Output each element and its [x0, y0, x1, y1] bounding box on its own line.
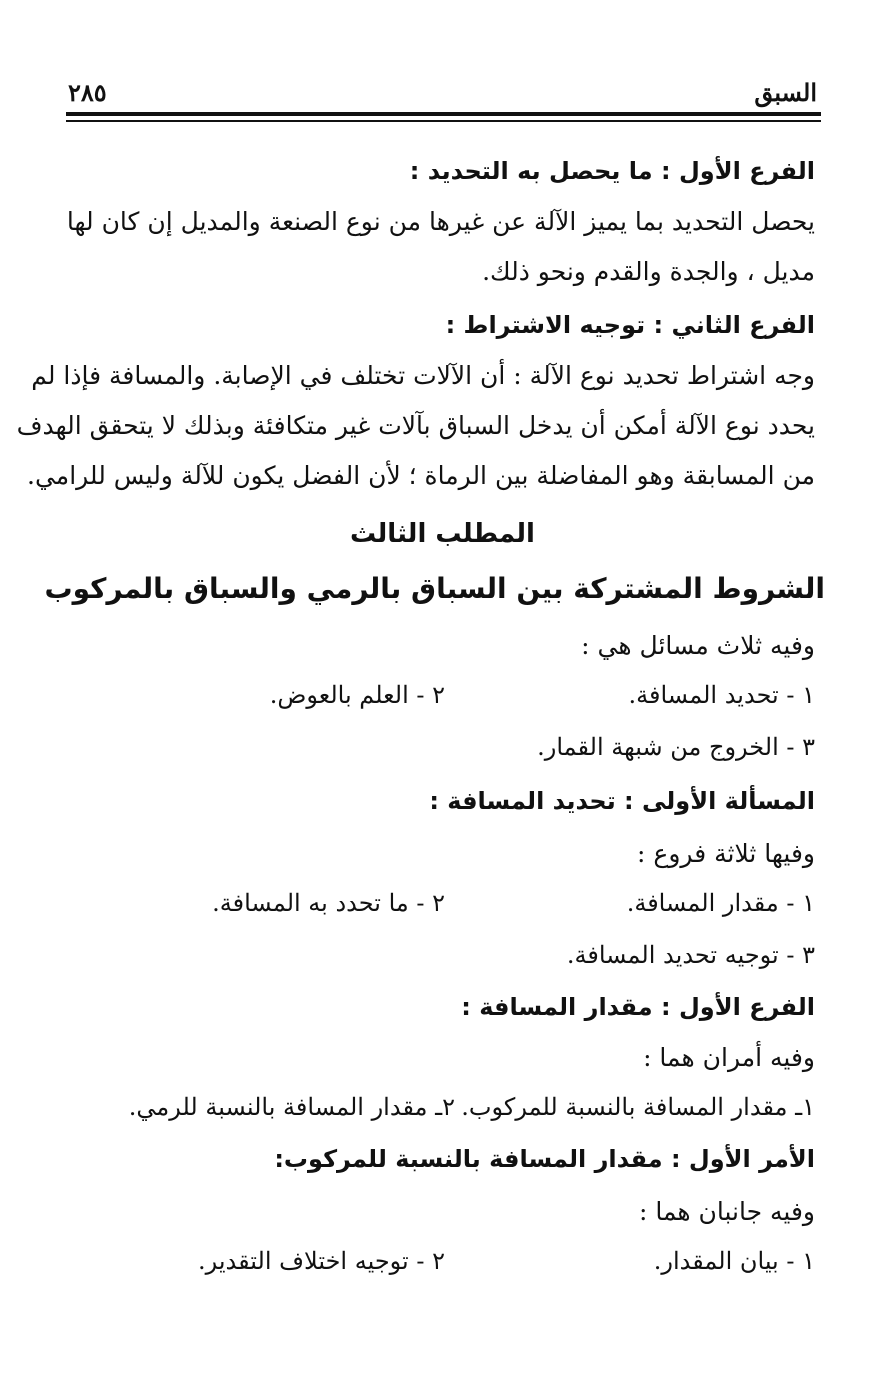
list-item: ٣ - الخروج من شبهة القمار.: [537, 733, 815, 761]
list-item: ١ - مقدار المسافة.: [626, 889, 815, 917]
paragraph-line: وجه اشتراط تحديد نوع الآلة : أن الآلات تختلف في الإصابة. والمسافة فإذا لم: [31, 361, 815, 390]
list-item: ١ - بيان المقدار.: [653, 1247, 815, 1275]
heading-branch-2: الفرع الثاني : توجيه الاشتراط :: [445, 311, 815, 339]
intro-text: وفيها ثلاثة فروع :: [637, 839, 815, 868]
list-item: ١ - تحديد المسافة.: [628, 681, 815, 709]
header-rule-thick: [66, 112, 821, 116]
section-title: المطلب الثالث: [350, 519, 535, 549]
paragraph-line: يحصل التحديد بما يميز الآلة عن غيرها من نوع الصنعة والمديل إن كان لها: [66, 207, 815, 236]
list-item: ٢ـ مقدار المسافة بالنسبة للرمي.: [128, 1093, 455, 1121]
list-item: ٢ - ما تحدد به المسافة.: [212, 889, 445, 917]
list-item: ٢ - العلم بالعوض.: [269, 681, 445, 709]
list-item: ٣ - توجيه تحديد المسافة.: [566, 941, 815, 969]
heading-branch-amount: الفرع الأول : مقدار المسافة :: [461, 993, 815, 1021]
paragraph-line: مديل ، والجدة والقدم ونحو ذلك.: [482, 257, 815, 286]
running-title: السبق: [754, 78, 817, 107]
list-item: ٢ - توجيه اختلاف التقدير.: [198, 1247, 445, 1275]
header-rule-thin: [66, 120, 821, 122]
heading-matter-1: الأمر الأول : مقدار المسافة بالنسبة للمركوب:: [274, 1145, 815, 1173]
intro-text: وفيه ثلاث مسائل هي :: [581, 631, 815, 660]
intro-text: وفيه أمران هما :: [643, 1043, 815, 1072]
list-item: ١ـ مقدار المسافة بالنسبة للمركوب.: [461, 1093, 815, 1121]
heading-branch-1: الفرع الأول : ما يحصل به التحديد :: [409, 157, 815, 185]
paragraph-line: من المسابقة وهو المفاضلة بين الرماة ؛ لأن الفضل يكون للآلة وليس للرامي.: [27, 461, 815, 490]
page-number: ٢٨٥: [68, 78, 107, 107]
intro-text: وفيه جانبان هما :: [638, 1197, 815, 1226]
paragraph-line: يحدد نوع الآلة أمكن أن يدخل السباق بآلات غير متكافئة وبذلك لا يتحقق الهدف: [16, 411, 815, 440]
page-header: [68, 78, 817, 110]
section-subtitle: الشروط المشتركة بين السباق بالرمي والسباق بالمركوب: [44, 572, 825, 605]
heading-issue-1: المسألة الأولى : تحديد المسافة :: [429, 787, 815, 815]
